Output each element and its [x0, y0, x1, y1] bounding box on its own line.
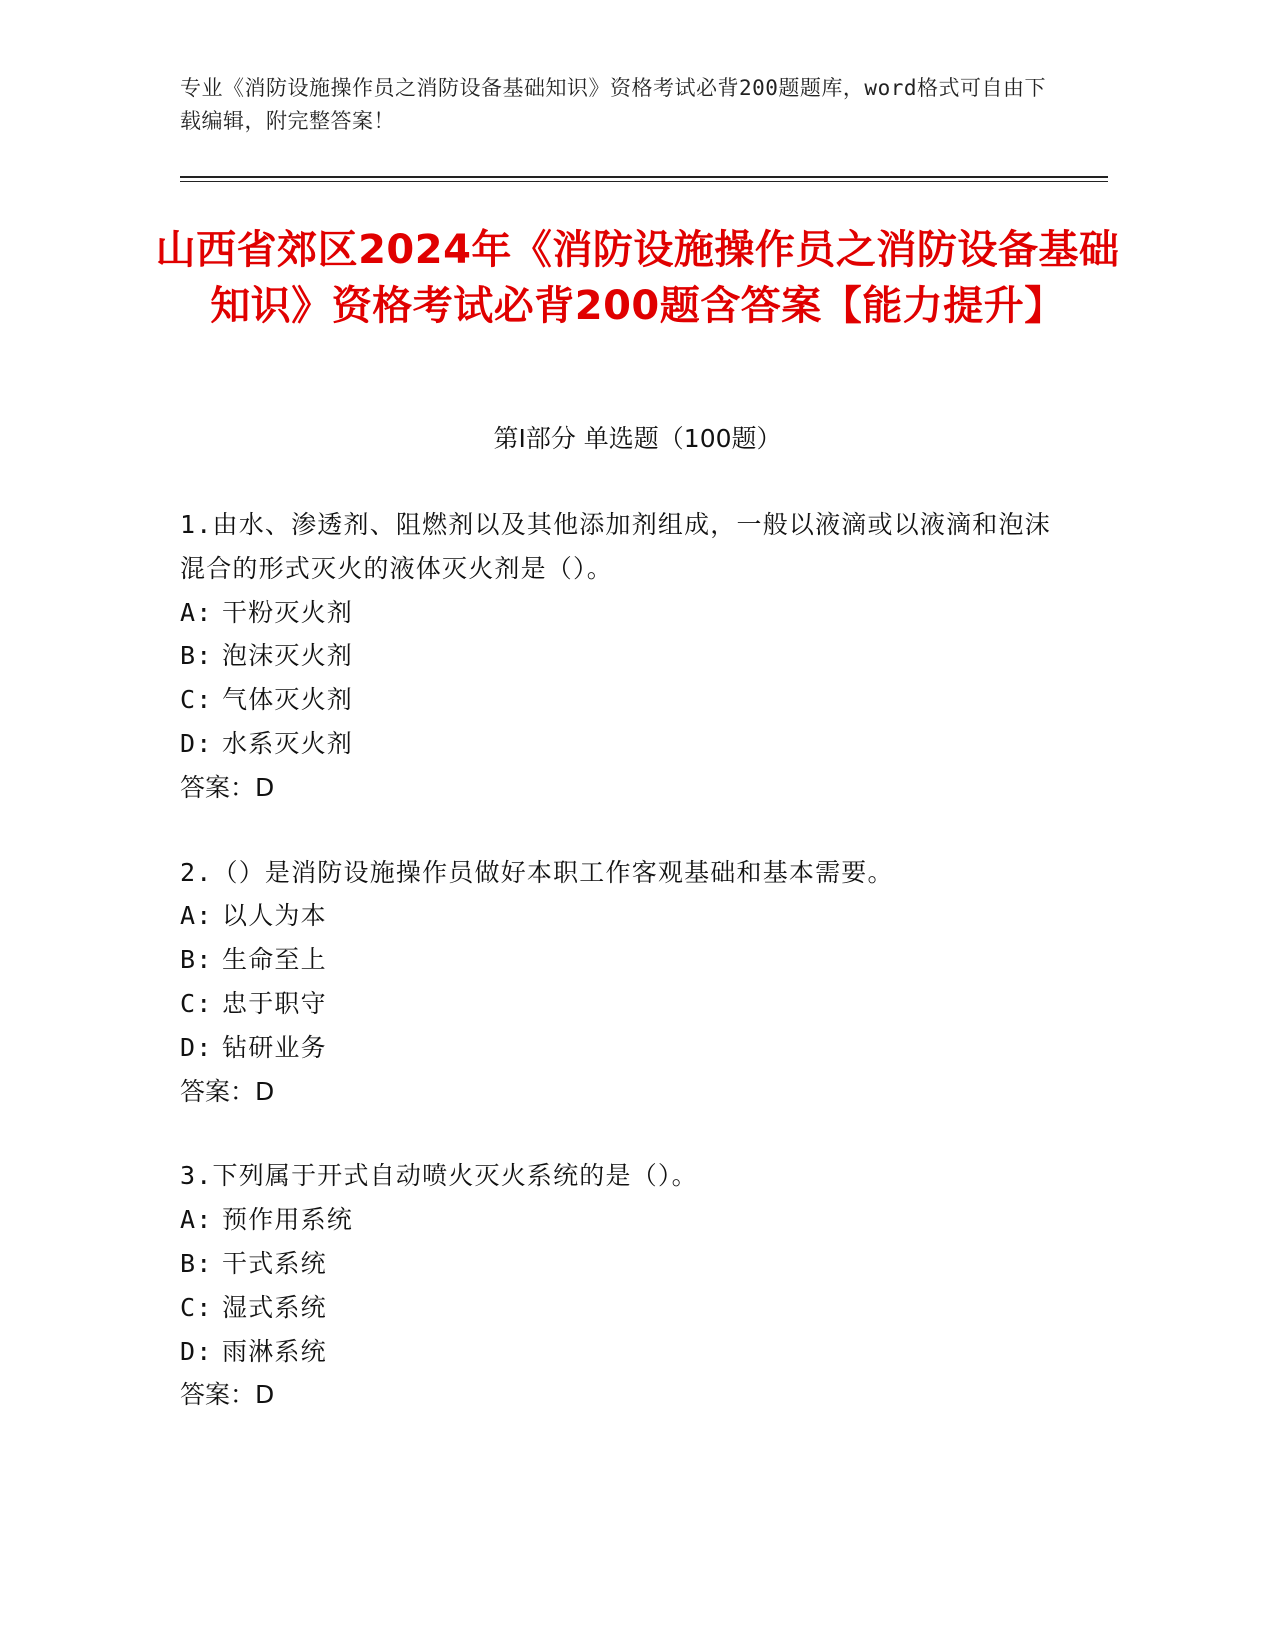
option-text: 湿式系统 — [222, 1292, 327, 1322]
option-key: A: — [180, 597, 213, 627]
option-text: 气体灭火剂 — [222, 685, 354, 715]
answer-line: 答案：D — [180, 772, 275, 802]
option-key: B: — [180, 1248, 213, 1278]
question-text: 3.下列属于开式自动喷火灭火系统的是（）。 — [180, 1161, 698, 1191]
option-key: C: — [180, 1292, 213, 1322]
option-d — [180, 1026, 1060, 1070]
option-text: 预作用系统 — [222, 1205, 354, 1235]
option-text: 水系灭火剂 — [222, 728, 354, 758]
option-text: 忠于职守 — [222, 988, 327, 1018]
question-2 — [180, 851, 1060, 1114]
option-key: B: — [180, 641, 213, 671]
question-text: 2.（）是消防设施操作员做好本职工作客观基础和基本需要。 — [180, 857, 894, 887]
option-c — [180, 678, 1060, 722]
header-divider-thick — [180, 176, 1108, 178]
section-heading: 第I部分 单选题（100题） — [493, 424, 782, 453]
option-c — [180, 1286, 1060, 1330]
option-key: A: — [180, 1205, 213, 1235]
option-a — [180, 894, 1060, 938]
option-b — [180, 634, 1060, 678]
option-key: D: — [180, 728, 213, 758]
option-text: 生命至上 — [222, 945, 327, 975]
option-text: 以人为本 — [222, 901, 327, 931]
document-title: 山西省郊区2024年《消防设施操作员之消防设备基础知识》资格考试必背200题含答案【能力提升】 — [155, 227, 1120, 329]
header-divider-thin — [180, 181, 1108, 182]
question-list — [180, 503, 1060, 1458]
option-text: 泡沫灭火剂 — [222, 641, 354, 671]
option-a — [180, 591, 1060, 635]
option-key: A: — [180, 901, 213, 931]
option-d — [180, 722, 1060, 766]
option-key: D: — [180, 1032, 213, 1062]
option-b — [180, 938, 1060, 982]
question-3 — [180, 1154, 1060, 1417]
option-text: 干粉灭火剂 — [222, 597, 354, 627]
option-key: C: — [180, 988, 213, 1018]
option-key: B: — [180, 945, 213, 975]
option-b — [180, 1242, 1060, 1286]
option-d — [180, 1330, 1060, 1374]
option-a — [180, 1198, 1060, 1242]
answer-line: 答案：D — [180, 1076, 275, 1106]
option-text: 钻研业务 — [222, 1032, 327, 1062]
option-key: D: — [180, 1336, 213, 1366]
header-note: 专业《消防设施操作员之消防设备基础知识》资格考试必背200题题库，word格式可自由下载编辑，附完整答案！ — [180, 76, 1046, 133]
answer-line: 答案：D — [180, 1380, 275, 1410]
question-1 — [180, 503, 1060, 810]
option-text: 雨淋系统 — [222, 1336, 327, 1366]
option-text: 干式系统 — [222, 1248, 327, 1278]
question-text: 1.由水、渗透剂、阻燃剂以及其他添加剂组成，一般以液滴或以液滴和泡沫混合的形式灭火的液体灭火剂是（）。 — [180, 510, 1051, 583]
option-c — [180, 982, 1060, 1026]
option-key: C: — [180, 685, 213, 715]
